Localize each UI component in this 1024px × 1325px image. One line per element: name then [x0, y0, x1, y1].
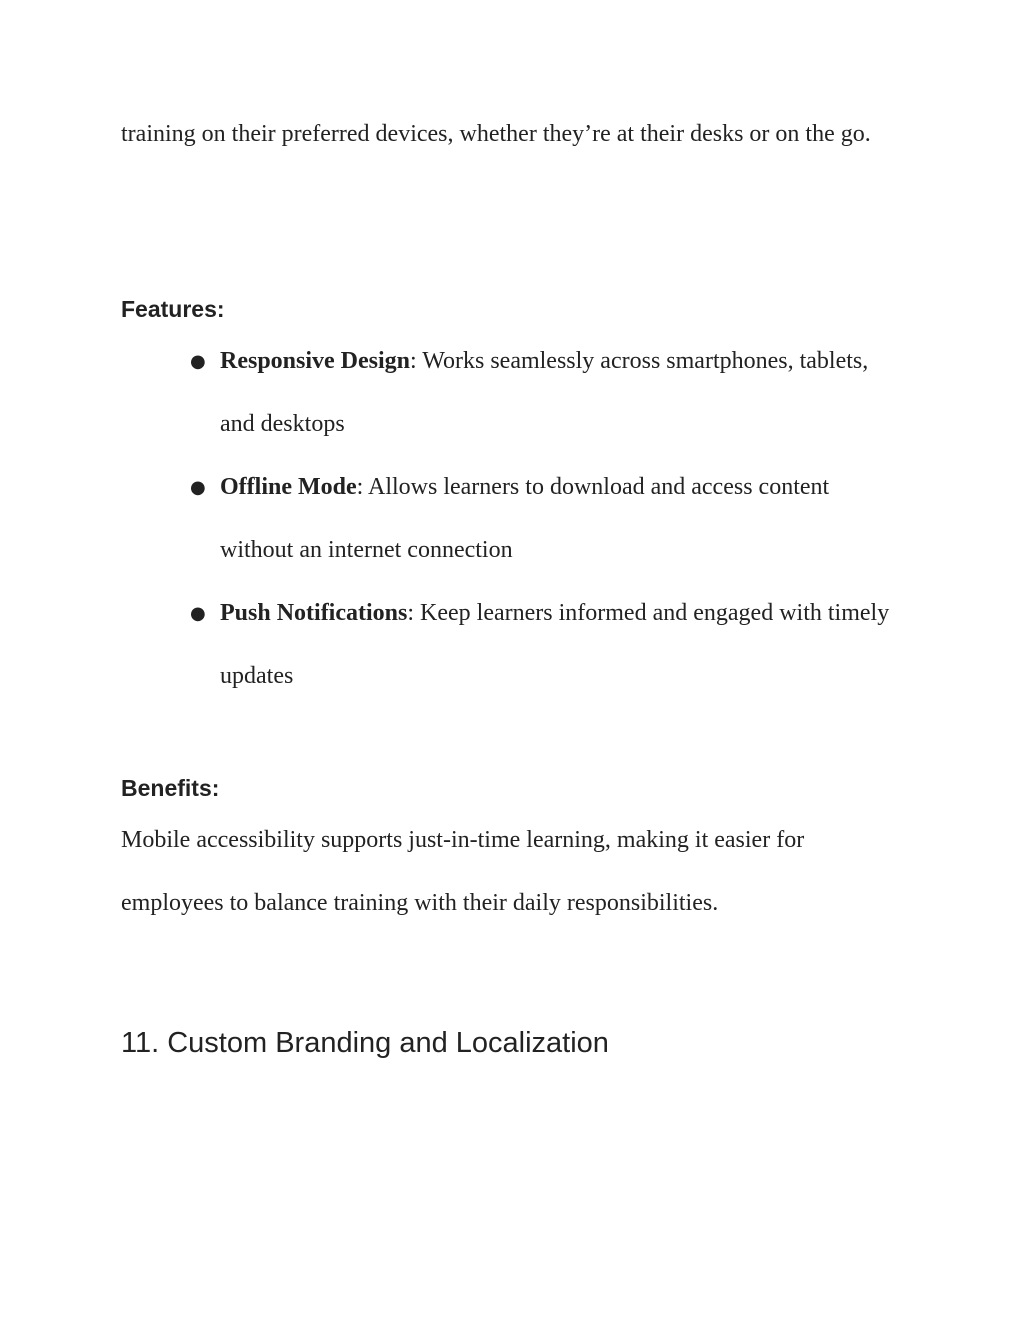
bullet-icon: ● [190, 603, 206, 624]
list-item [0, 582, 890, 708]
list-item [0, 456, 890, 582]
benefits-paragraph: Mobile accessibility supports just-in-time learning, making it easier for employees to balance training with their daily responsibilities. [121, 827, 805, 916]
section-heading: 11. Custom Branding and Localization [121, 1027, 609, 1059]
feature-description: : Keep learners informed and engaged with timely updates [220, 600, 890, 689]
feature-term: Push Notifications [220, 600, 408, 626]
feature-description: : Allows learners to download and access content without an internet connection [220, 474, 830, 563]
bullet-icon: ● [190, 477, 206, 498]
feature-term: Responsive Design [220, 348, 411, 374]
features-heading: Features: [121, 296, 225, 322]
benefits-heading: Benefits: [121, 775, 220, 801]
bullet-icon: ● [190, 351, 206, 372]
features-list [0, 330, 1024, 708]
feature-description: : Works seamlessly across smartphones, tablets, and desktops [220, 348, 869, 437]
intro-paragraph: training on their preferred devices, whether they’re at their desks or on the go. [121, 121, 871, 147]
list-item [0, 330, 890, 456]
feature-term: Offline Mode [220, 474, 357, 500]
